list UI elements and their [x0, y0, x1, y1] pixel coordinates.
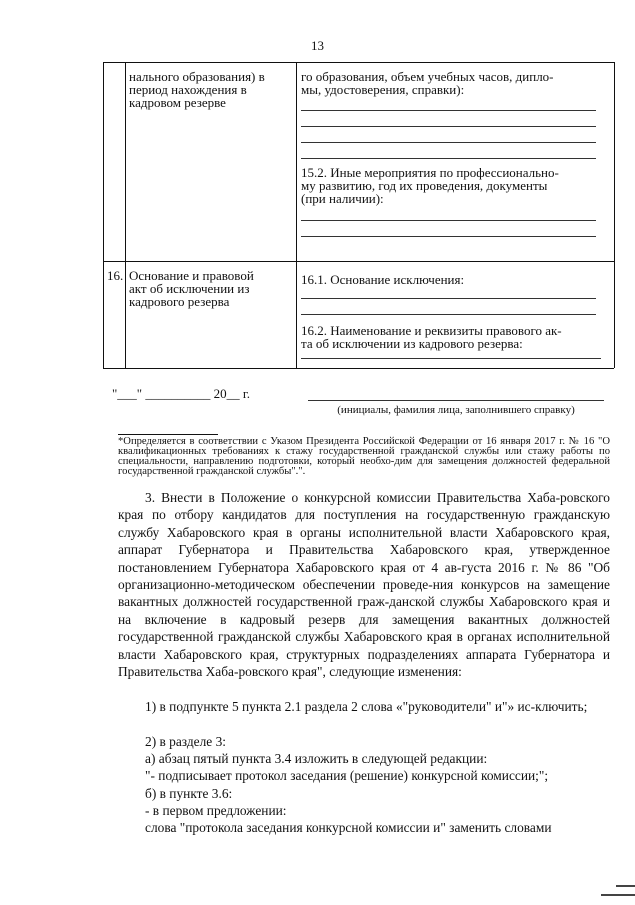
fill-line: [301, 220, 596, 221]
fill-line: [301, 358, 601, 359]
last-line: слова "протокола заседания конкурсной комиссии и" заменить словами: [145, 820, 552, 835]
signature-caption: (инициалы, фамилия лица, заполнившего справку): [337, 404, 575, 416]
row16-left-text: Основание и правовой акт об исключении из кадрового резерва: [129, 268, 254, 309]
subitem-2a: а) абзац пятый пункта 3.4 изложить в следующей редакции:: [145, 751, 488, 766]
fill-line: [301, 110, 596, 111]
subitem-1: 1) в подпункте 5 пункта 2.1 раздела 2 слова «"руководители" и"» ис-ключить;: [145, 699, 588, 714]
reserve-form-table: [103, 62, 614, 368]
subitem-2b: б) в пункте 3.6:: [145, 786, 233, 801]
item-15-2: 15.2. Иные мероприятия по профессионально- му развитию, год их проведения, документы (при наличии):: [301, 165, 559, 206]
row16-number: 16.: [107, 268, 124, 283]
scan-mark: [616, 885, 635, 887]
subitem-2b-first: - в первом предложении:: [145, 803, 287, 818]
subitem-2a-quote: "- подписывает протокол заседания (решение) конкурсной комиссии;";: [145, 768, 549, 783]
footnote-separator: [118, 434, 218, 435]
paragraph-3: 3. Внести в Положение о конкурсной комиссии Правительства Хаба-ровского края по отбору кандидатов для поступления на государственную гражданскую службу Хабаровского края в органы исполнительной власти Хабаровского края, аппарат Губернатора и Правительства Хабаровского края, утвержденное постановлением Губернатора Хабаровского края от 4 ав-густа 2016 г. № 86 "Об организационно-методическом обеспечении проведе-ния конкурсов на замещение вакантных должностей государственной граж-данской службы Хабаровского края и на включение в кадровый резерв для замещения вакантных должностей государственной гражданской службы Хабаровского края в органах исполнительной власти Хабаровского края, структурных подразделениях аппарата Губернатора и Правительства Хаба-ровского края", следующие изменения:: [118, 490, 610, 680]
row15-left-text: нального образования) в период нахождения в кадровом резерве: [129, 69, 265, 110]
fill-line: [301, 142, 596, 143]
scan-mark: [601, 894, 635, 896]
signature-date: "___" __________ 20__ г.: [112, 386, 250, 401]
fill-line: [301, 158, 596, 159]
subitem-2: 2) в разделе 3:: [145, 734, 227, 749]
page-number: 13: [311, 38, 324, 53]
item-16-1: 16.1. Основание исключения:: [301, 272, 465, 287]
fill-line: [301, 298, 596, 299]
signature-line: [308, 400, 604, 401]
fill-line: [301, 126, 596, 127]
fill-line: [301, 314, 596, 315]
row15-right-text: го образования, объем учебных часов, дипло- мы, удостоверения, справки):: [301, 69, 554, 97]
footnote: *Определяется в соответствии с Указом Президента Российской Федерации от 16 января 2017 г. № 16 "О квалификационных требованиях к стажу государственной гражданской службы или стажу работы по специальности, направлению подготовки, который необхо-дим для замещения должностей федеральной государственной гражданской службы".".: [118, 436, 610, 477]
fill-line: [301, 236, 596, 237]
item-16-2: 16.2. Наименование и реквизиты правового ак- та об исключении из кадрового резерва:: [301, 323, 562, 351]
